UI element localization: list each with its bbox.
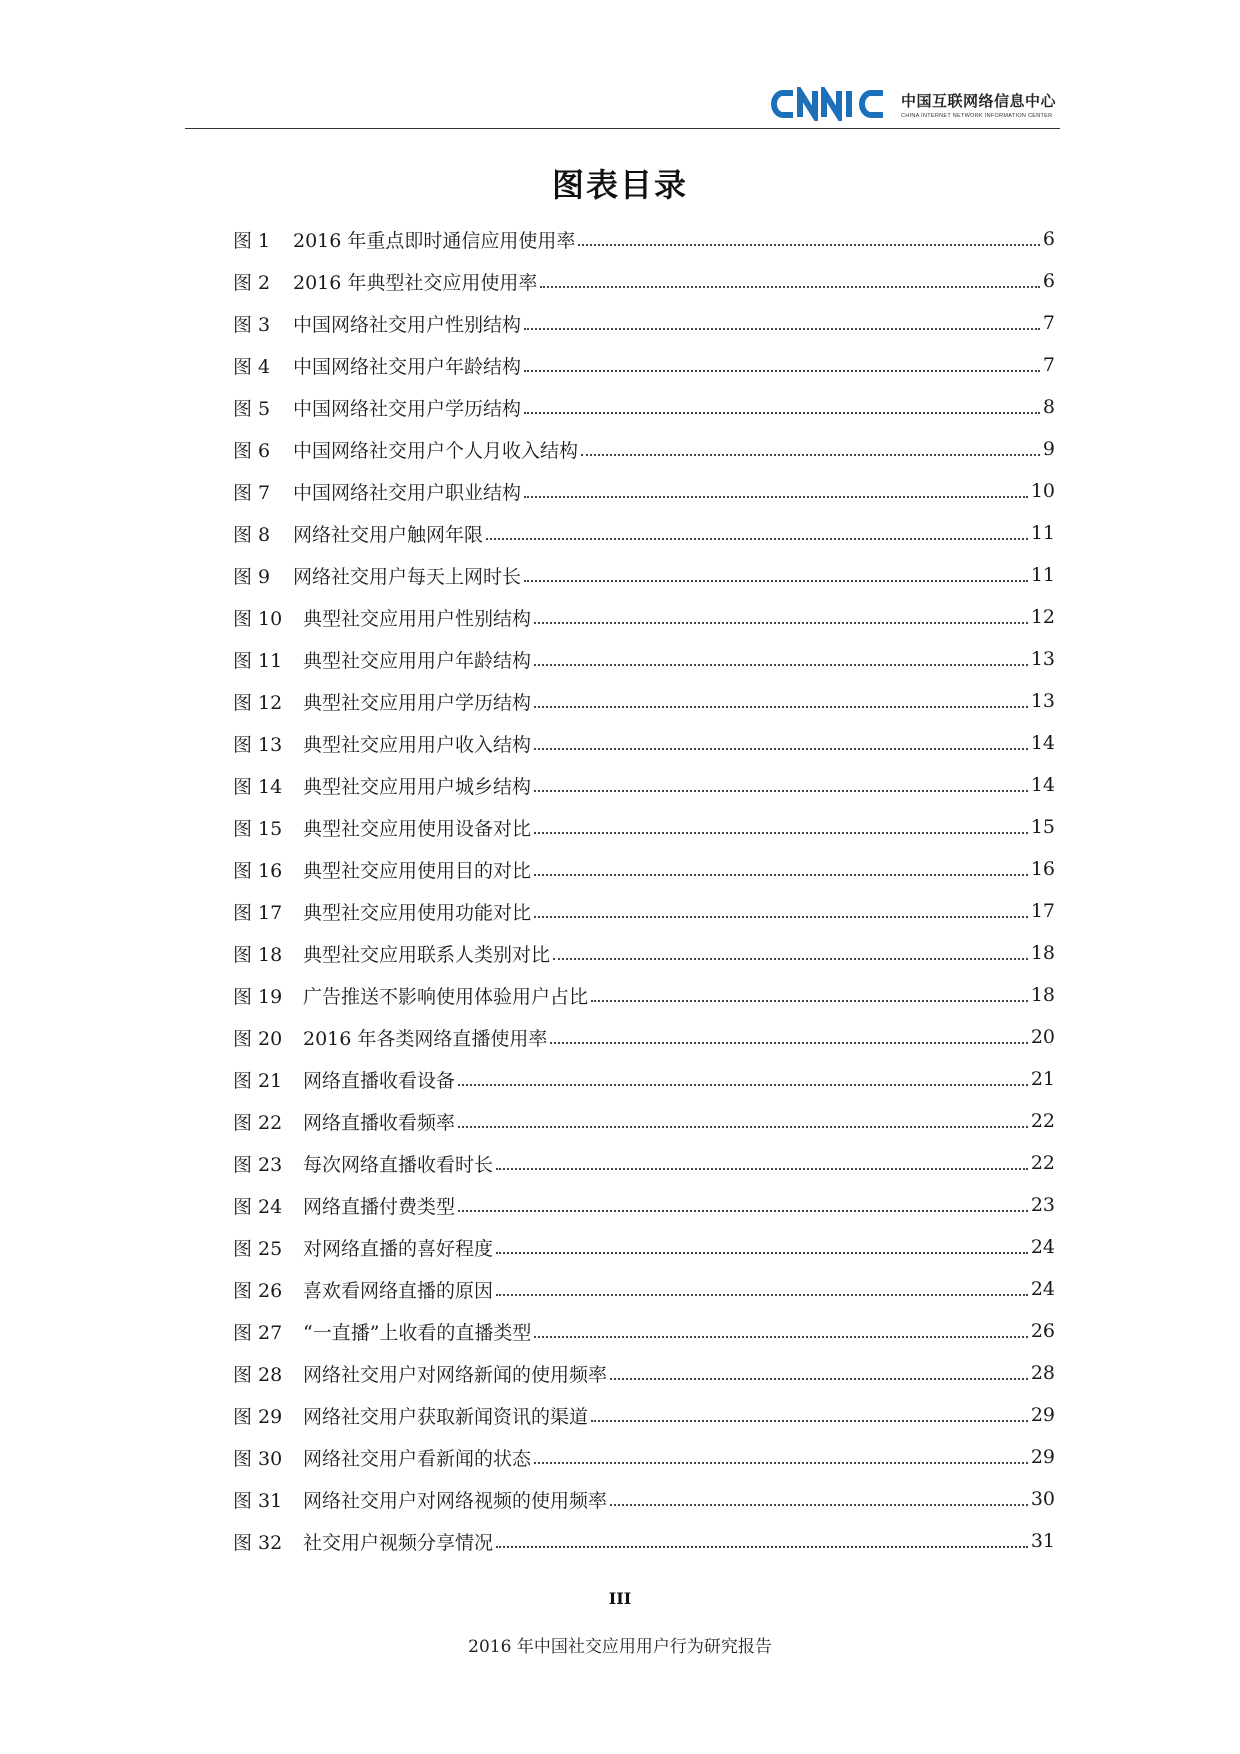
toc-entry-page: 14 [1030, 774, 1055, 796]
toc-entry-title: 网络社交用户获取新闻资讯的渠道 [303, 1405, 589, 1428]
toc-entry-title: 网络社交用户看新闻的状态 [303, 1447, 532, 1470]
toc-entry-page: 6 [1042, 270, 1055, 292]
toc-entry-page: 22 [1030, 1152, 1055, 1174]
toc-entry-label: 图 5 [233, 397, 271, 420]
toc-entry-label: 图 23 [233, 1153, 283, 1176]
toc-entry-page: 26 [1030, 1320, 1055, 1342]
toc-entry-page: 9 [1042, 438, 1055, 460]
toc-entry-title: 喜欢看网络直播的原因 [303, 1279, 494, 1302]
dot-leader [550, 1042, 1027, 1044]
figure-index-list [233, 218, 1055, 1562]
toc-entry[interactable] [233, 1394, 1055, 1436]
toc-entry-label: 图 32 [233, 1531, 283, 1554]
toc-entry-title: 社交用户视频分享情况 [303, 1531, 494, 1554]
toc-entry-label: 图 31 [233, 1489, 283, 1512]
toc-entry-label: 图 28 [233, 1363, 283, 1386]
dot-leader [610, 1504, 1028, 1506]
toc-entry-page: 31 [1030, 1530, 1055, 1552]
toc-entry-page: 14 [1030, 732, 1055, 754]
toc-entry[interactable] [233, 680, 1055, 722]
cnnic-logo-mark [771, 87, 895, 121]
toc-entry-page: 28 [1030, 1362, 1055, 1384]
dot-leader [591, 1000, 1028, 1002]
toc-entry-label: 图 12 [233, 691, 283, 714]
toc-entry-title: 典型社交应用用户学历结构 [303, 691, 532, 714]
toc-entry[interactable] [233, 1142, 1055, 1184]
toc-entry-title: 网络直播收看设备 [303, 1069, 456, 1092]
toc-entry[interactable] [233, 1100, 1055, 1142]
toc-entry-label: 图 27 [233, 1321, 283, 1344]
toc-entry-title: 典型社交应用联系人类别对比 [303, 943, 551, 966]
toc-entry-label: 图 22 [233, 1111, 283, 1134]
toc-entry-title: 网络直播收看频率 [303, 1111, 456, 1134]
toc-entry-title: 2016 年典型社交应用使用率 [293, 271, 538, 294]
dot-leader [581, 454, 1040, 456]
toc-entry-page: 29 [1030, 1446, 1055, 1468]
toc-entry-page: 11 [1030, 564, 1055, 586]
toc-entry-page: 16 [1030, 858, 1055, 880]
toc-entry[interactable] [233, 596, 1055, 638]
cnnic-logo [771, 84, 1056, 124]
dot-leader [524, 496, 1028, 498]
toc-entry[interactable] [233, 512, 1055, 554]
dot-leader [458, 1210, 1028, 1212]
toc-entry-page: 21 [1030, 1068, 1055, 1090]
toc-entry-page: 22 [1030, 1110, 1055, 1132]
toc-entry-title: 对网络直播的喜好程度 [303, 1237, 494, 1260]
dot-leader [534, 706, 1028, 708]
toc-entry-label: 图 9 [233, 565, 271, 588]
dot-leader [534, 832, 1028, 834]
dot-leader [496, 1546, 1028, 1548]
dot-leader [610, 1378, 1028, 1380]
toc-entry[interactable] [233, 1268, 1055, 1310]
toc-entry[interactable] [233, 428, 1055, 470]
toc-entry-title: 2016 年重点即时通信应用使用率 [293, 229, 576, 252]
toc-entry-label: 图 19 [233, 985, 283, 1008]
toc-entry-title: 典型社交应用使用目的对比 [303, 859, 532, 882]
toc-entry[interactable] [233, 554, 1055, 596]
toc-entry-title: 网络社交用户对网络新闻的使用频率 [303, 1363, 608, 1386]
toc-entry-label: 图 3 [233, 313, 271, 336]
toc-entry-title: 典型社交应用用户城乡结构 [303, 775, 532, 798]
page-number: III [608, 1589, 632, 1608]
dot-leader [578, 244, 1040, 246]
toc-entry[interactable] [233, 1436, 1055, 1478]
toc-entry-page: 30 [1030, 1488, 1055, 1510]
dot-leader [591, 1420, 1028, 1422]
toc-entry-title: 2016 年各类网络直播使用率 [303, 1027, 548, 1050]
toc-entry-label: 图 17 [233, 901, 283, 924]
toc-entry[interactable] [233, 848, 1055, 890]
toc-entry[interactable] [233, 1058, 1055, 1100]
toc-entry-page: 24 [1030, 1236, 1055, 1258]
toc-entry-page: 17 [1030, 900, 1055, 922]
toc-entry[interactable] [233, 218, 1055, 260]
toc-entry-label: 图 18 [233, 943, 283, 966]
toc-entry-label: 图 21 [233, 1069, 283, 1092]
dot-leader [486, 538, 1028, 540]
toc-entry-page: 7 [1042, 312, 1055, 334]
toc-entry[interactable] [233, 1184, 1055, 1226]
toc-entry-page: 6 [1042, 228, 1055, 250]
page-footer: 2016 年中国社交应用用户行为研究报告 [468, 1637, 772, 1657]
toc-entry-label: 图 2 [233, 271, 271, 294]
toc-entry-title: 中国网络社交用户职业结构 [293, 481, 522, 504]
toc-entry[interactable] [233, 386, 1055, 428]
dot-leader [458, 1126, 1028, 1128]
toc-entry-label: 图 15 [233, 817, 283, 840]
logo-chinese-name: 中国互联网络信息中心 [900, 91, 1056, 110]
toc-entry[interactable] [233, 1352, 1055, 1394]
toc-entry-page: 11 [1030, 522, 1055, 544]
toc-entry-page: 18 [1030, 984, 1055, 1006]
toc-entry[interactable] [233, 344, 1055, 386]
toc-entry-label: 图 29 [233, 1405, 283, 1428]
toc-entry-label: 图 30 [233, 1447, 283, 1470]
toc-entry-label: 图 26 [233, 1279, 283, 1302]
toc-entry-page: 13 [1030, 690, 1055, 712]
toc-entry[interactable] [233, 764, 1055, 806]
toc-entry-title: 中国网络社交用户学历结构 [293, 397, 522, 420]
toc-entry-title: 网络社交用户每天上网时长 [293, 565, 522, 588]
toc-entry-title: 每次网络直播收看时长 [303, 1153, 494, 1176]
dot-leader [496, 1252, 1028, 1254]
dot-leader [553, 958, 1028, 960]
dot-leader [534, 1336, 1027, 1338]
dot-leader [534, 748, 1028, 750]
toc-entry[interactable] [233, 638, 1055, 680]
dot-leader [540, 286, 1040, 288]
toc-entry-page: 29 [1030, 1404, 1055, 1426]
toc-entry-page: 10 [1030, 480, 1055, 502]
dot-leader [458, 1084, 1028, 1086]
toc-entry-label: 图 8 [233, 523, 271, 546]
toc-entry-title: 典型社交应用使用设备对比 [303, 817, 532, 840]
toc-entry-page: 7 [1042, 354, 1055, 376]
toc-entry-title: 网络社交用户触网年限 [293, 523, 484, 546]
toc-entry-title: 中国网络社交用户个人月收入结构 [293, 439, 579, 462]
page-header [185, 80, 1060, 129]
dot-leader [496, 1168, 1028, 1170]
toc-entry-title: 典型社交应用用户收入结构 [303, 733, 532, 756]
toc-entry[interactable] [233, 1226, 1055, 1268]
toc-entry[interactable] [233, 722, 1055, 764]
toc-entry-title: 中国网络社交用户性别结构 [293, 313, 522, 336]
toc-entry-title: 广告推送不影响使用体验用户占比 [303, 985, 589, 1008]
toc-entry-page: 15 [1030, 816, 1055, 838]
toc-entry-label: 图 13 [233, 733, 283, 756]
dot-leader [496, 1294, 1028, 1296]
dot-leader [524, 370, 1040, 372]
toc-entry-title: “一直播”上收看的直播类型 [303, 1321, 532, 1344]
dot-leader [534, 874, 1028, 876]
dot-leader [524, 412, 1040, 414]
toc-entry-title: 网络社交用户对网络视频的使用频率 [303, 1489, 608, 1512]
toc-entry-page: 20 [1030, 1026, 1055, 1048]
toc-entry-page: 24 [1030, 1278, 1055, 1300]
toc-entry[interactable] [233, 1016, 1055, 1058]
toc-entry-label: 图 1 [233, 229, 271, 252]
toc-entry-title: 典型社交应用用户年龄结构 [303, 649, 532, 672]
toc-entry[interactable] [233, 932, 1055, 974]
toc-entry-label: 图 25 [233, 1237, 283, 1260]
toc-entry-label: 图 4 [233, 355, 271, 378]
toc-entry[interactable] [233, 890, 1055, 932]
dot-leader [534, 1462, 1028, 1464]
dot-leader [534, 664, 1028, 666]
toc-entry-label: 图 11 [233, 649, 283, 672]
dot-leader [534, 622, 1028, 624]
dot-leader [524, 328, 1040, 330]
toc-entry-label: 图 24 [233, 1195, 283, 1218]
dot-leader [534, 916, 1028, 918]
toc-entry-page: 18 [1030, 942, 1055, 964]
toc-entry-page: 23 [1030, 1194, 1055, 1216]
toc-entry-page: 12 [1030, 606, 1055, 628]
toc-entry-page: 13 [1030, 648, 1055, 670]
toc-entry[interactable] [233, 470, 1055, 512]
dot-leader [524, 580, 1028, 582]
toc-entry-label: 图 16 [233, 859, 283, 882]
toc-entry-label: 图 10 [233, 607, 283, 630]
toc-entry-title: 中国网络社交用户年龄结构 [293, 355, 522, 378]
toc-entry-label: 图 7 [233, 481, 271, 504]
toc-entry[interactable] [233, 260, 1055, 302]
toc-entry-title: 典型社交应用使用功能对比 [303, 901, 532, 924]
dot-leader [534, 790, 1028, 792]
logo-english-name: CHINA INTERNET NETWORK INFORMATION CENTER [900, 112, 1053, 119]
page-title: 图表目录 [551, 166, 688, 204]
toc-entry[interactable] [233, 1478, 1055, 1520]
toc-entry[interactable] [233, 974, 1055, 1016]
toc-entry[interactable] [233, 1310, 1055, 1352]
toc-entry[interactable] [233, 1520, 1055, 1562]
toc-entry[interactable] [233, 302, 1055, 344]
toc-entry-title: 网络直播付费类型 [303, 1195, 456, 1218]
toc-entry-title: 典型社交应用用户性别结构 [303, 607, 532, 630]
toc-entry-label: 图 20 [233, 1027, 283, 1050]
toc-entry-page: 8 [1042, 396, 1055, 418]
toc-entry[interactable] [233, 806, 1055, 848]
toc-entry-label: 图 6 [233, 439, 271, 462]
toc-entry-label: 图 14 [233, 775, 283, 798]
